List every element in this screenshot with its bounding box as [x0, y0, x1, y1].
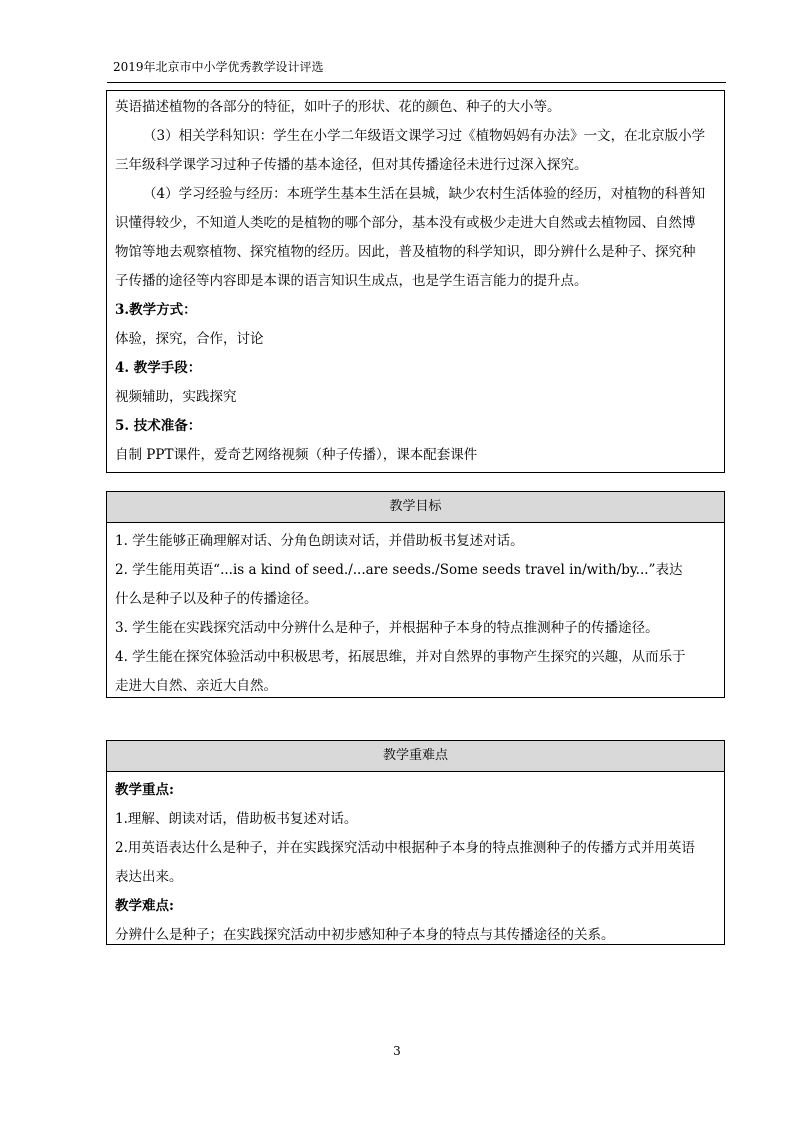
- objectives-title: 教学目标: [107, 492, 724, 523]
- tech-prep: 自制 PPT课件，爱奇艺网络视频（种子传播），课本配套课件: [115, 447, 478, 463]
- key-points-title: 教学重难点: [107, 741, 724, 772]
- analysis-box: [106, 90, 725, 473]
- analysis-line: 子传播的途径等内容即是本课的语言知识生成点，也是学生语言能力的提升点。: [115, 273, 588, 289]
- objective-line: 1. 学生能够正确理解对话、分角色朗读对话，并借助板书复述对话。: [115, 533, 524, 549]
- key-points-box: [106, 740, 725, 945]
- analysis-line: 识懂得较少，不知道人类吃的是植物的哪个部分，基本没有或极少走进大自然或去植物园、自然博: [115, 215, 696, 231]
- objectives-box: [106, 491, 725, 698]
- objective-line: 3. 学生能在实践探究活动中分辨什么是种子，并根据种子本身的特点推测种子的传播途径。: [115, 620, 659, 636]
- header-rule: [107, 82, 726, 83]
- analysis-line: 英语描述植物的各部分的特征，如叶子的形状、花的颜色、种子的大小等。: [115, 99, 561, 115]
- heading-key-points: 教学重点:: [115, 782, 174, 798]
- objective-line: 什么是种子以及种子的传播途径。: [115, 591, 318, 607]
- analysis-line: （4）学习经验与经历：本班学生基本生活在县城，缺少农村生活体验的经历，对植物的科普知: [143, 186, 706, 202]
- heading-teaching-means: 4. 教学手段：: [115, 360, 202, 376]
- objective-line: 4. 学生能在探究体验活动中积极思考，拓展思维，并对自然界的事物产生探究的兴趣，从而乐于: [115, 649, 686, 665]
- page-header: 2019年北京市中小学优秀教学设计评选: [113, 60, 324, 74]
- objective-line: 2. 学生能用英语“...is a kind of seed./...are seeds./Some seeds travel in/with/by...”表达: [115, 562, 683, 578]
- analysis-line: （3）相关学科知识：学生在小学二年级语文课学习过《植物妈妈有办法》一文，在北京版小学: [143, 128, 706, 144]
- page-number: 3: [393, 1044, 401, 1058]
- heading-tech-prep: 5. 技术准备：: [115, 418, 202, 434]
- teaching-method: 体验，探究，合作，讨论: [115, 331, 264, 347]
- heading-teaching-method: 3.教学方式：: [115, 302, 197, 318]
- teaching-means: 视频辅助，实践探究: [115, 389, 237, 405]
- key-point-line: 1.理解、朗读对话，借助板书复述对话。: [115, 811, 358, 827]
- difficult-point-line: 分辨什么是种子；在实践探究活动中初步感知种子本身的特点与其传播途径的关系。: [115, 927, 615, 943]
- analysis-line: 三年级科学课学习过种子传播的基本途径，但对其传播途径未进行过深入探究。: [115, 157, 588, 173]
- objective-line: 走进大自然、亲近大自然。: [115, 678, 277, 694]
- analysis-line: 物馆等地去观察植物、探究植物的经历。因此，普及植物的科学知识，即分辨什么是种子、探究种: [115, 244, 696, 260]
- key-point-line: 表达出来。: [115, 869, 183, 885]
- heading-difficult-points: 教学难点:: [115, 898, 174, 914]
- key-point-line: 2.用英语表达什么是种子，并在实践探究活动中根据种子本身的特点推测种子的传播方式并用英语: [115, 840, 695, 856]
